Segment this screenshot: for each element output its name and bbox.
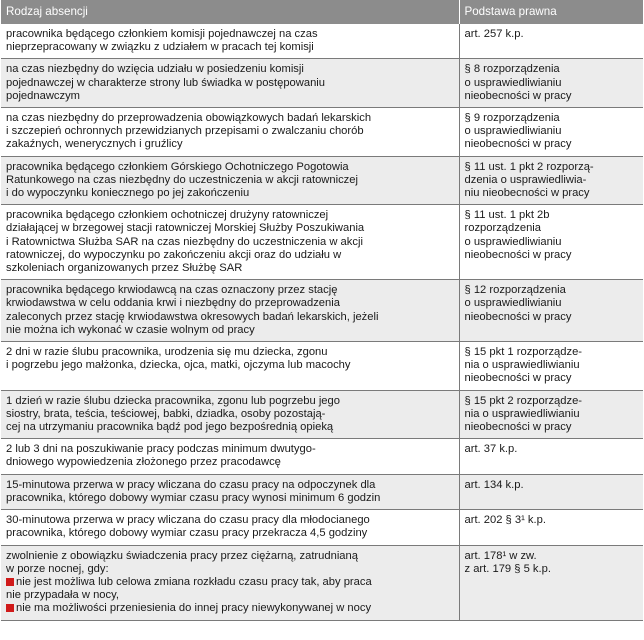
legal-basis-cell [459,545,643,620]
table-row [1,59,643,108]
absence-type-line: pracownika, którego dobowy wymiar czasu pracy wynosi minimum 6 godzin [6,491,381,504]
legal-basis-line: niu nieobecności w pracy [464,187,590,200]
absence-type-line: krwiodawstwa w celu oddania krwi i niezbędny do przeprowadzenia [6,297,340,310]
legal-basis-cell [459,280,643,342]
legal-basis-cell [459,342,643,391]
legal-basis-cell [459,205,643,280]
bullet-text: nie ma możliwości przeniesienia do innej pracy niewykonywanej w nocy [16,602,372,615]
absence-type-line: pojednawczej w charakterze strony lub świadka w postępowaniu [6,76,326,89]
absence-type-cell [1,510,459,545]
absence-type-cell [1,24,459,59]
legal-basis-line: o usprawiedliwianiu [464,235,562,248]
absence-type-line: na czas niezbędny do wzięcia udziału w posiedzeniu komisji [6,63,304,76]
absence-type-line: i pogrzebu jego małżonka, dziecka, ojca, matki, ojczyma lub macochy [6,359,351,372]
absence-type-line: nie można ich wykonać w czasie wolnym od pracy [6,323,255,336]
legal-basis-line: rozporządzenia [464,222,541,235]
header-legal-basis: Podstawa prawna [459,0,643,24]
absence-type-line: 15-minutowa przerwa w pracy wliczana do czasu pracy na odpoczynek dla [6,478,376,491]
bullet-line [6,602,453,615]
absence-type-line: pracownika będącego członkiem Górskiego Ochotniczego Pogotowia [6,160,349,173]
legal-basis-line: nieobecności w pracy [464,372,572,385]
legal-basis-cell [459,24,643,59]
legal-basis-cell [459,156,643,205]
table-row [1,545,643,620]
table-header-row [1,0,643,24]
absence-type-cell [1,439,459,474]
legal-basis-cell [459,390,643,439]
table-row [1,108,643,157]
table-row [1,510,643,545]
legal-basis-line: § 11 ust. 1 pkt 2 rozporzą- [464,160,594,173]
legal-basis-line: art. 134 k.p. [464,478,524,491]
absence-type-line: pracownika będącego krwiodawcą na czas oznaczony przez stację [6,284,338,297]
absence-type-cell [1,205,459,280]
table-row [1,24,643,59]
legal-basis-line: § 15 pkt 1 rozporządze- [464,346,583,359]
absence-type-line: zwolnienie z obowiązku świadczenia pracy przez ciężarną, zatrudnianą [6,549,358,562]
absence-type-line: 1 dzień w razie ślubu dziecka pracownika, zgonu lub pogrzebu jego [6,394,340,407]
absence-type-line: siostry, brata, teścia, teściowej, babki, dziadka, osoby pozostają- [6,407,326,420]
absence-type-line: dniowego wypowiedzenia złożonego przez pracodawcę [6,456,281,469]
absence-type-cell [1,390,459,439]
absence-type-line: nieprzepracowany w związku z udziałem w pracach tej komisji [6,41,314,54]
legal-basis-line: § 11 ust. 1 pkt 2b [464,209,550,222]
legal-basis-cell [459,439,643,474]
absence-type-line: zaleconych przez stację krwiodawstwa okresowych badań lekarskich, jeżeli [6,310,379,323]
legal-basis-line: § 9 rozporządzenia [464,112,560,125]
absence-table-document [1,0,643,621]
legal-basis-line: nieobecności w pracy [464,421,572,434]
absence-type-cell [1,156,459,205]
absence-type-line: zakaźnych, wenerycznych i gruźlicy [6,138,183,151]
legal-basis-line: § 15 pkt 2 rozporządze- [464,394,583,407]
red-square-bullet-icon [6,578,14,586]
absence-type-cell [1,545,459,620]
absence-type-line: pracownika będącego członkiem ochotniczej drużyny ratowniczej [6,209,329,222]
absence-type-line: pojednawczym [6,89,80,102]
absence-type-cell [1,108,459,157]
legal-basis-line: nieobecności w pracy [464,310,572,323]
absence-type-line: 2 lub 3 dni na poszukiwanie pracy podczas minimum dwutygo- [6,443,316,456]
header-absence-type: Rodzaj absencji [1,0,459,24]
absence-type-line: pracownika będącego członkiem komisji pojednawczej na czas [6,28,318,40]
legal-basis-line: o usprawiedliwianiu [464,76,562,89]
table-row [1,280,643,342]
bullet-line [6,576,453,589]
legal-basis-cell [459,474,643,509]
absence-type-line: Ratunkowego na czas niezbędny do uczestniczenia w akcji ratowniczej [6,173,358,186]
legal-basis-line: nieobecności w pracy [464,248,572,261]
absence-type-line: cej na utrzymaniu pracownika bądź pod jego bezpośrednią opieką [6,421,334,434]
legal-basis-line: o usprawiedliwianiu [464,297,562,310]
legal-basis-line: art. 257 k.p. [464,28,524,40]
table-row [1,205,643,280]
red-square-bullet-icon [6,604,14,612]
table-body [1,24,643,620]
absence-type-cell [1,474,459,509]
legal-basis-line: nia o usprawiedliwianiu [464,407,580,420]
legal-basis-line: nieobecności w pracy [464,138,572,151]
legal-basis-line: z art. 179 § 5 k.p. [464,562,551,575]
absence-type-line: i szczepień ochronnych przewidzianych przepisami o zwalczaniu chorób [6,125,364,138]
legal-basis-line: § 12 rozporządzenia [464,284,566,297]
absence-type-cell [1,342,459,391]
absence-type-line: na czas niezbędny do przeprowadzenia obowiązkowych badań lekarskich [6,112,372,125]
absence-type-cell [1,280,459,342]
absence-type-line: w porze nocnej, gdy: [6,562,109,575]
bullet-text: nie przypadała w nocy, [6,589,119,602]
absence-type-line: 30-minutowa przerwa w pracy wliczana do czasu pracy dla młodocianego [6,514,370,527]
legal-basis-cell [459,108,643,157]
absence-table [1,0,643,621]
table-row [1,390,643,439]
legal-basis-line: art. 37 k.p. [464,443,518,456]
legal-basis-cell [459,510,643,545]
absence-type-line: szkoleniach organizowanych przez Służbę SAR [6,262,243,275]
table-row [1,156,643,205]
absence-type-line: pracownika, którego dobowy wymiar czasu pracy przekracza 4,5 godziny [6,527,368,540]
absence-type-line: działającej w brzegowej stacji ratowniczej Morskiej Służby Poszukiwania [6,222,365,235]
bullet-text: nie jest możliwa lub celowa zmiana rozkładu czasu pracy tak, aby praca [16,575,372,588]
absence-type-line: i Ratownictwa Służba SAR na czas niezbędny do uczestniczenia w akcji [6,235,363,248]
legal-basis-line: o usprawiedliwianiu [464,125,562,138]
table-row [1,474,643,509]
bullet-line [6,589,453,602]
table-row [1,342,643,391]
legal-basis-line: art. 178¹ w zw. [464,549,537,562]
table-row [1,439,643,474]
legal-basis-line: § 8 rozporządzenia [464,63,560,76]
legal-basis-line: art. 202 § 3¹ k.p. [464,514,546,527]
absence-type-line: i do wypoczynku koniecznego po jej zakończeniu [6,187,250,200]
absence-type-cell [1,59,459,108]
legal-basis-cell [459,59,643,108]
absence-type-line: 2 dni w razie ślubu pracownika, urodzenia się mu dziecka, zgonu [6,346,328,359]
legal-basis-line: dzenia o usprawiedliwia- [464,173,587,186]
legal-basis-line: nieobecności w pracy [464,89,572,102]
legal-basis-line: nia o usprawiedliwianiu [464,359,580,372]
absence-type-line: ratowniczej, do wypoczynku po zakończeniu akcji oraz do udziału w [6,248,342,261]
